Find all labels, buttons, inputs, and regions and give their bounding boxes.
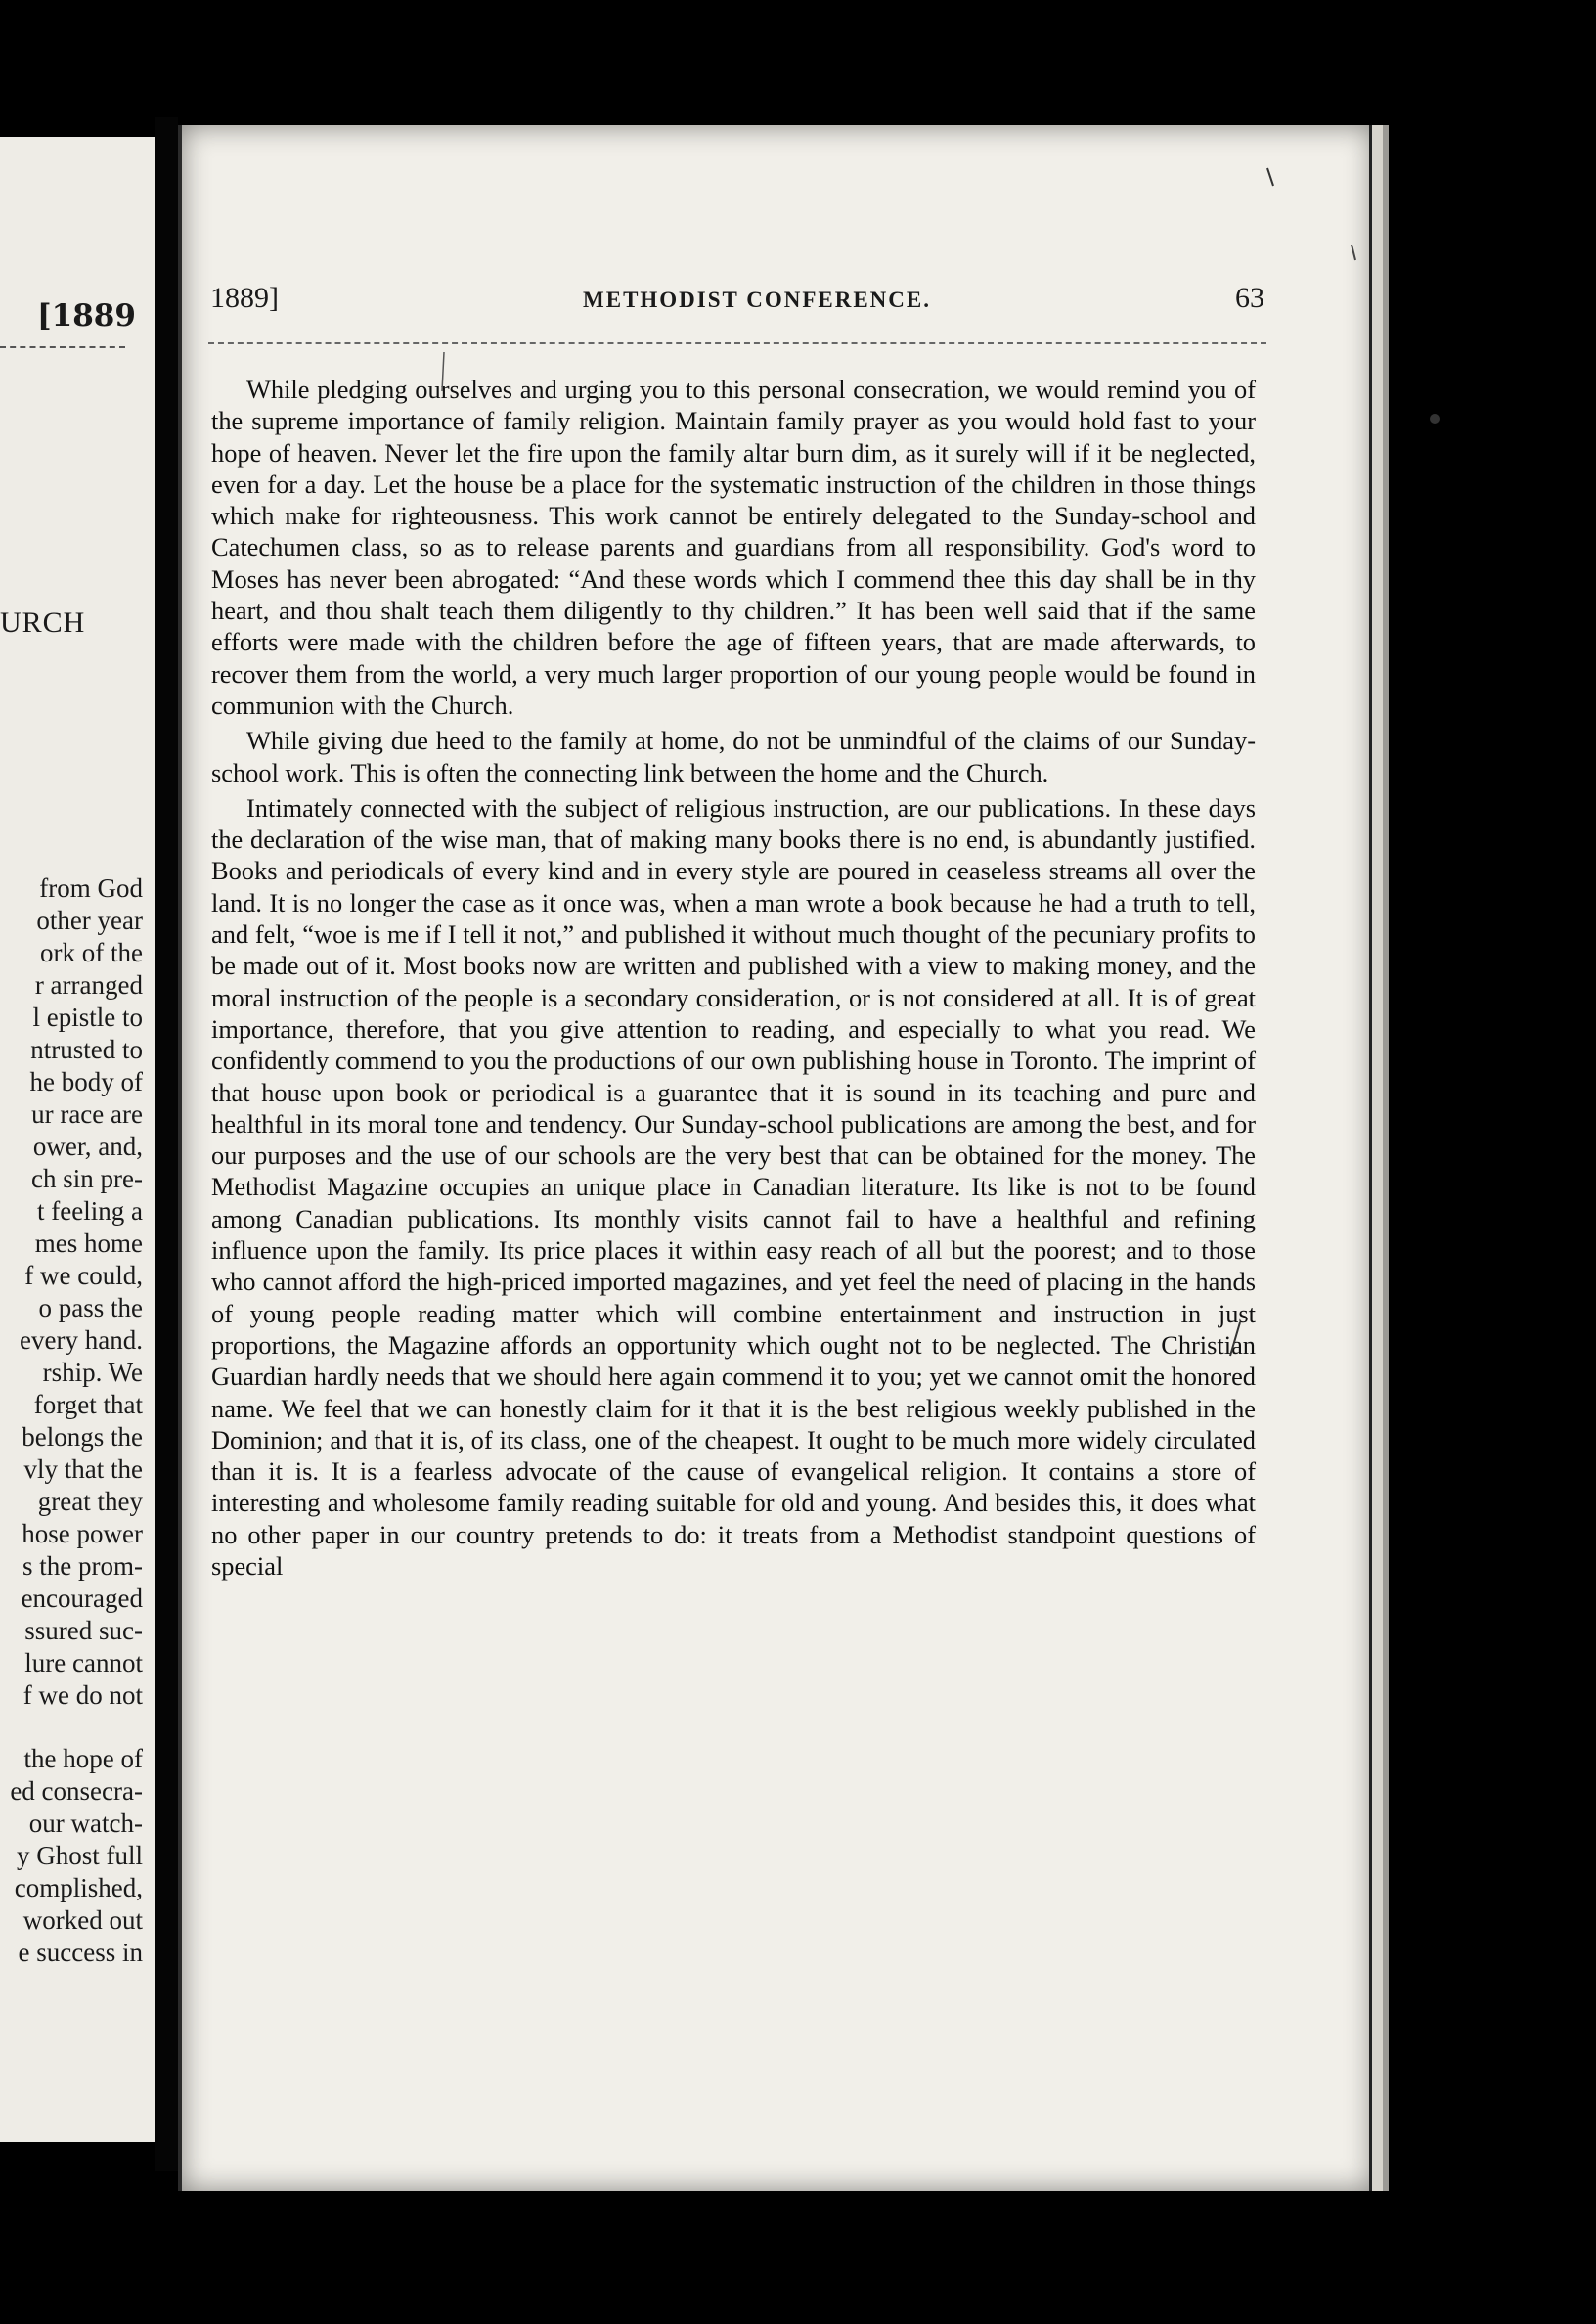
facing-page-line: t feeling a bbox=[37, 1196, 143, 1226]
facing-page-line: ork of the bbox=[40, 938, 143, 967]
facing-page-line: s the prom- bbox=[22, 1551, 143, 1581]
paragraph-family-religion: While pledging ourselves and urging you to this personal consecration, we would remind you of the supreme importance of family religion. Maintain family prayer as you would hold fast to your hope of heaven. Never let the fire upon the family altar burn dim, as it surely will if it be neglected, even for a day. Let the house be a place for the systematic instruction of the children in those things which make for righteousness. This work cannot be entirely delegated to the Sunday-school and Catechumen class, so as to release parents and guardians from all responsibility. God's word to Moses has never been abrogated: “And these words which I commend thee this day shall be in thy heart, and thou shalt teach them diligently to thy children.” It has been well said that if the same efforts were made with the children before the age of fifteen years, that are made afterwards, to recover them from the world, a very much larger proportion of our young people would be found in communion with the Church. bbox=[211, 375, 1256, 720]
binding-gutter bbox=[155, 117, 178, 2171]
facing-page-rule bbox=[0, 346, 125, 348]
facing-page-line: belongs the bbox=[22, 1422, 143, 1452]
facing-page-line: great they bbox=[37, 1487, 143, 1516]
facing-page-line: ower, and, bbox=[32, 1132, 143, 1161]
facing-page-line: from God bbox=[39, 873, 143, 903]
facing-page-line: ed consecra- bbox=[10, 1776, 143, 1806]
facing-page-line: l epistle to bbox=[32, 1003, 143, 1032]
facing-page-line: ch sin pre- bbox=[31, 1164, 143, 1193]
facing-page-line: he body of bbox=[29, 1067, 143, 1096]
facing-page-line: r arranged bbox=[34, 970, 143, 1000]
facing-page-line: lure cannot bbox=[24, 1648, 143, 1677]
facing-page-line: hose power bbox=[22, 1519, 143, 1548]
facing-page-line: ur race are bbox=[31, 1099, 143, 1129]
facing-page-line: worked out bbox=[22, 1905, 143, 1935]
running-head-title: METHODIST CONFERENCE. bbox=[583, 288, 931, 312]
facing-page-line: complished, bbox=[14, 1873, 143, 1902]
facing-page-line: rship. We bbox=[42, 1358, 143, 1387]
main-page bbox=[178, 125, 1373, 2191]
body-text bbox=[211, 374, 1256, 1586]
facing-page-line: mes home bbox=[34, 1229, 143, 1258]
facing-page-line: every hand. bbox=[20, 1325, 143, 1355]
facing-page-line: ssured suc- bbox=[24, 1616, 143, 1645]
facing-page-line: our watch- bbox=[28, 1809, 143, 1838]
facing-page-header: [1889 bbox=[37, 298, 136, 334]
facing-page-line: encouraged bbox=[21, 1584, 143, 1613]
paragraph-sunday-school: While giving due heed to the family at home, do not be unmindful of the claims of our Sunday-school work. This is often the connecting link between the home and the Church. bbox=[211, 726, 1256, 787]
facing-page-partial-heading: URCH bbox=[0, 606, 86, 639]
facing-page-line: ntrusted to bbox=[30, 1035, 143, 1064]
facing-page-line: y Ghost full bbox=[16, 1841, 143, 1870]
facing-page-line: f we do not bbox=[22, 1680, 143, 1710]
facing-page-line: o pass the bbox=[38, 1293, 143, 1322]
facing-page-line: vly that the bbox=[23, 1454, 143, 1484]
header-rule bbox=[208, 342, 1266, 344]
facing-page-line: other year bbox=[36, 906, 143, 935]
film-edge bbox=[1383, 125, 1389, 2191]
page-number: 63 bbox=[1235, 282, 1264, 314]
facing-page-text-block-2 bbox=[0, 1743, 143, 1969]
facing-page-line: e success in bbox=[18, 1938, 143, 1967]
facing-page-line: the hope of bbox=[23, 1744, 143, 1773]
facing-page-line: f we could, bbox=[24, 1261, 143, 1290]
paragraph-publications: Intimately connected with the subject of religious instruction, are our publications. In these days the declaration of the wise man, that of making many books there is no end, is abundantly justified. Books and periodicals of every kind and in every style are poured in ceaseless streams all over the land. It is no longer the case as it once was, when a man wrote a book because he had a truth to tell, and felt, “woe is me if I tell it not,” and published it without much thought of the pecuniary profits to be made out of it. Most books now are written and published with a view to making money, and the moral instruction of the people is a secondary consideration, or is not considered at all. It is of great importance, therefore, that you give attention to reading, and especially to what you read. We confidently commend to you the productions of our own publishing house in Toronto. The imprint of that house upon book or periodical is a guarantee that it is sound in its teaching and pure and healthful in its moral tone and tendency. Our Sunday-school publications are among the best, and for our purposes and the use of our schools are the very best that can be obtained for the money. The Methodist Magazine occupies an unique place in Canadian literature. Its like is not to be found among Canadian publications. Its monthly visits cannot fail to have a healthful and refining influence upon the family. Its price places it within easy reach of all but the poorest; and to those who cannot afford the high-priced imported magazines, and yet feel the need of placing in the hands of young people reading matter which will combine entertainment and instruction in just proportions, the Magazine affords an opportunity which ought not to be neglected. The Christian Guardian hardly needs that we should here again commend it to you; yet we cannot omit the honored name. We feel that we can honestly claim for it that it is the best religious weekly published in the Dominion; and that it is, of its class, one of the cheapest. It ought to be much more widely circulated than it is. It is a fearless advocate of the cause of evangelical religion. It contains a store of interesting and wholesome family reading suitable for old and young. And besides this, it does what no other paper in our country pretends to do: it treats from a Methodist standpoint questions of special bbox=[211, 792, 1256, 1581]
facing-page-text-block-1 bbox=[0, 872, 143, 1712]
facing-page-fragment bbox=[0, 137, 155, 2142]
running-head bbox=[210, 282, 1264, 315]
running-head-year: 1889] bbox=[210, 282, 279, 314]
facing-page-line: forget that bbox=[33, 1390, 143, 1419]
